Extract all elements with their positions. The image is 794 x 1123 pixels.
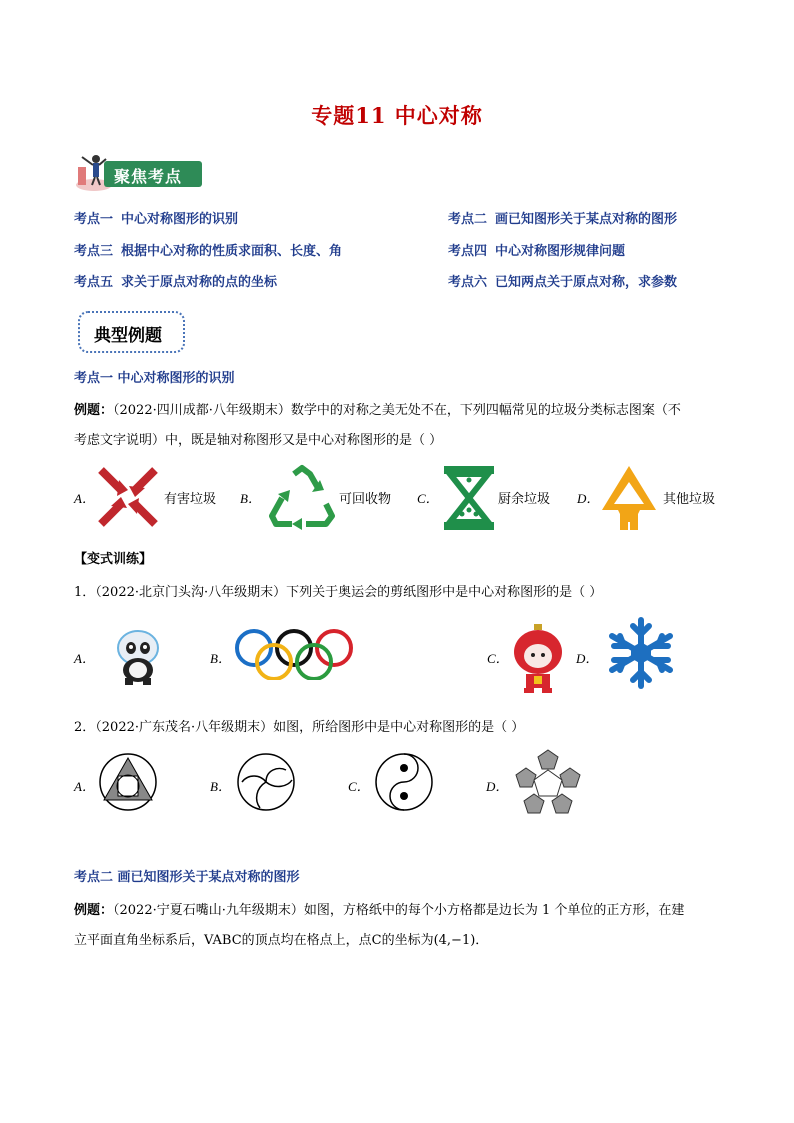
- option-b-caption: 可回收物: [339, 492, 392, 507]
- yin-yang-icon: [374, 752, 434, 812]
- q2-option-b: B．: [210, 779, 231, 794]
- q1-option-d: D．: [576, 651, 599, 666]
- section2-example-line2: 立平面直角坐标系后，VABC的顶点均在格点上，点C的坐标为(4,−1)．: [74, 933, 489, 948]
- q2-stem: 2．（2022·广东茂名·八年级期末）如图，所给图形中是中心对称图形的是（ ）: [74, 720, 525, 735]
- section2-example-line1: 例题：（2022·宁夏石嘴山·九年级期末）如图，方格纸中的每个小方格都是边长为 1 个单位的正方形，在建: [74, 903, 685, 918]
- recycle-icon: [268, 464, 336, 530]
- keypoint-4: 考点四 中心对称图形规律问题: [448, 244, 626, 259]
- q1-option-c: C．: [487, 651, 509, 666]
- section1-heading: 考点一 中心对称图形的识别: [74, 371, 235, 386]
- keypoint-1: 考点一 中心对称图形的识别: [74, 212, 239, 227]
- pentagons-icon: [512, 748, 584, 818]
- circle-triangle-square-icon: [98, 752, 158, 812]
- q1-option-a: A．: [74, 651, 95, 666]
- q2-option-a: A．: [74, 779, 95, 794]
- keypoint-5: 考点五 求关于原点对称的点的坐标: [74, 275, 278, 290]
- option-d-letter: D．: [577, 491, 600, 506]
- olympic-rings-icon: [232, 628, 356, 680]
- badge-label: 聚焦考点: [114, 167, 183, 186]
- q1-stem: 1．（2022·北京门头沟·八年级期末）下列关于奥运会的剪纸图形中是中心对称图形的是（ ）: [74, 585, 603, 600]
- keypoint-2: 考点二 画已知图形关于某点对称的图形: [448, 212, 678, 227]
- option-b-letter: B．: [240, 491, 261, 506]
- option-a-letter: A．: [74, 491, 95, 506]
- keypoint-3: 考点三 根据中心对称的性质求面积、长度、角: [74, 244, 343, 259]
- training-heading: 【变式训练】: [74, 552, 153, 567]
- snowflake-icon: [604, 616, 678, 690]
- option-a-caption: 有害垃圾: [164, 492, 217, 507]
- section1-example-line2: 考虑文字说明）中，既是轴对称图形又是中心对称图形的是（ ）: [74, 433, 443, 448]
- triskelion-icon: [236, 752, 296, 812]
- section2-heading: 考点二 画已知图形关于某点对称的图形: [74, 870, 300, 885]
- q1-option-b: B．: [210, 651, 231, 666]
- other-waste-icon: [598, 462, 660, 534]
- q2-option-c: C．: [348, 779, 370, 794]
- option-c-letter: C．: [417, 491, 439, 506]
- section-box: [78, 311, 185, 353]
- keypoint-6: 考点六 已知两点关于原点对称，求参数: [448, 275, 678, 290]
- hazard-icon: [97, 466, 159, 528]
- option-d-caption: 其他垃圾: [663, 492, 716, 507]
- page-title: 专题11 中心对称: [311, 103, 483, 128]
- mascot-lantern-icon: [510, 622, 566, 694]
- mascot-panda-icon: [112, 628, 164, 686]
- q2-option-d: D．: [486, 779, 509, 794]
- kitchen-waste-icon: [442, 464, 496, 532]
- focus-badge: [74, 153, 202, 193]
- option-c-caption: 厨余垃圾: [498, 492, 551, 507]
- section-box-label: 典型例题: [94, 326, 162, 346]
- section1-example-line1: 例题：（2022·四川成都·八年级期末）数学中的对称之美无处不在，下列四幅常见的垃圾分类标志图案（不: [74, 403, 681, 418]
